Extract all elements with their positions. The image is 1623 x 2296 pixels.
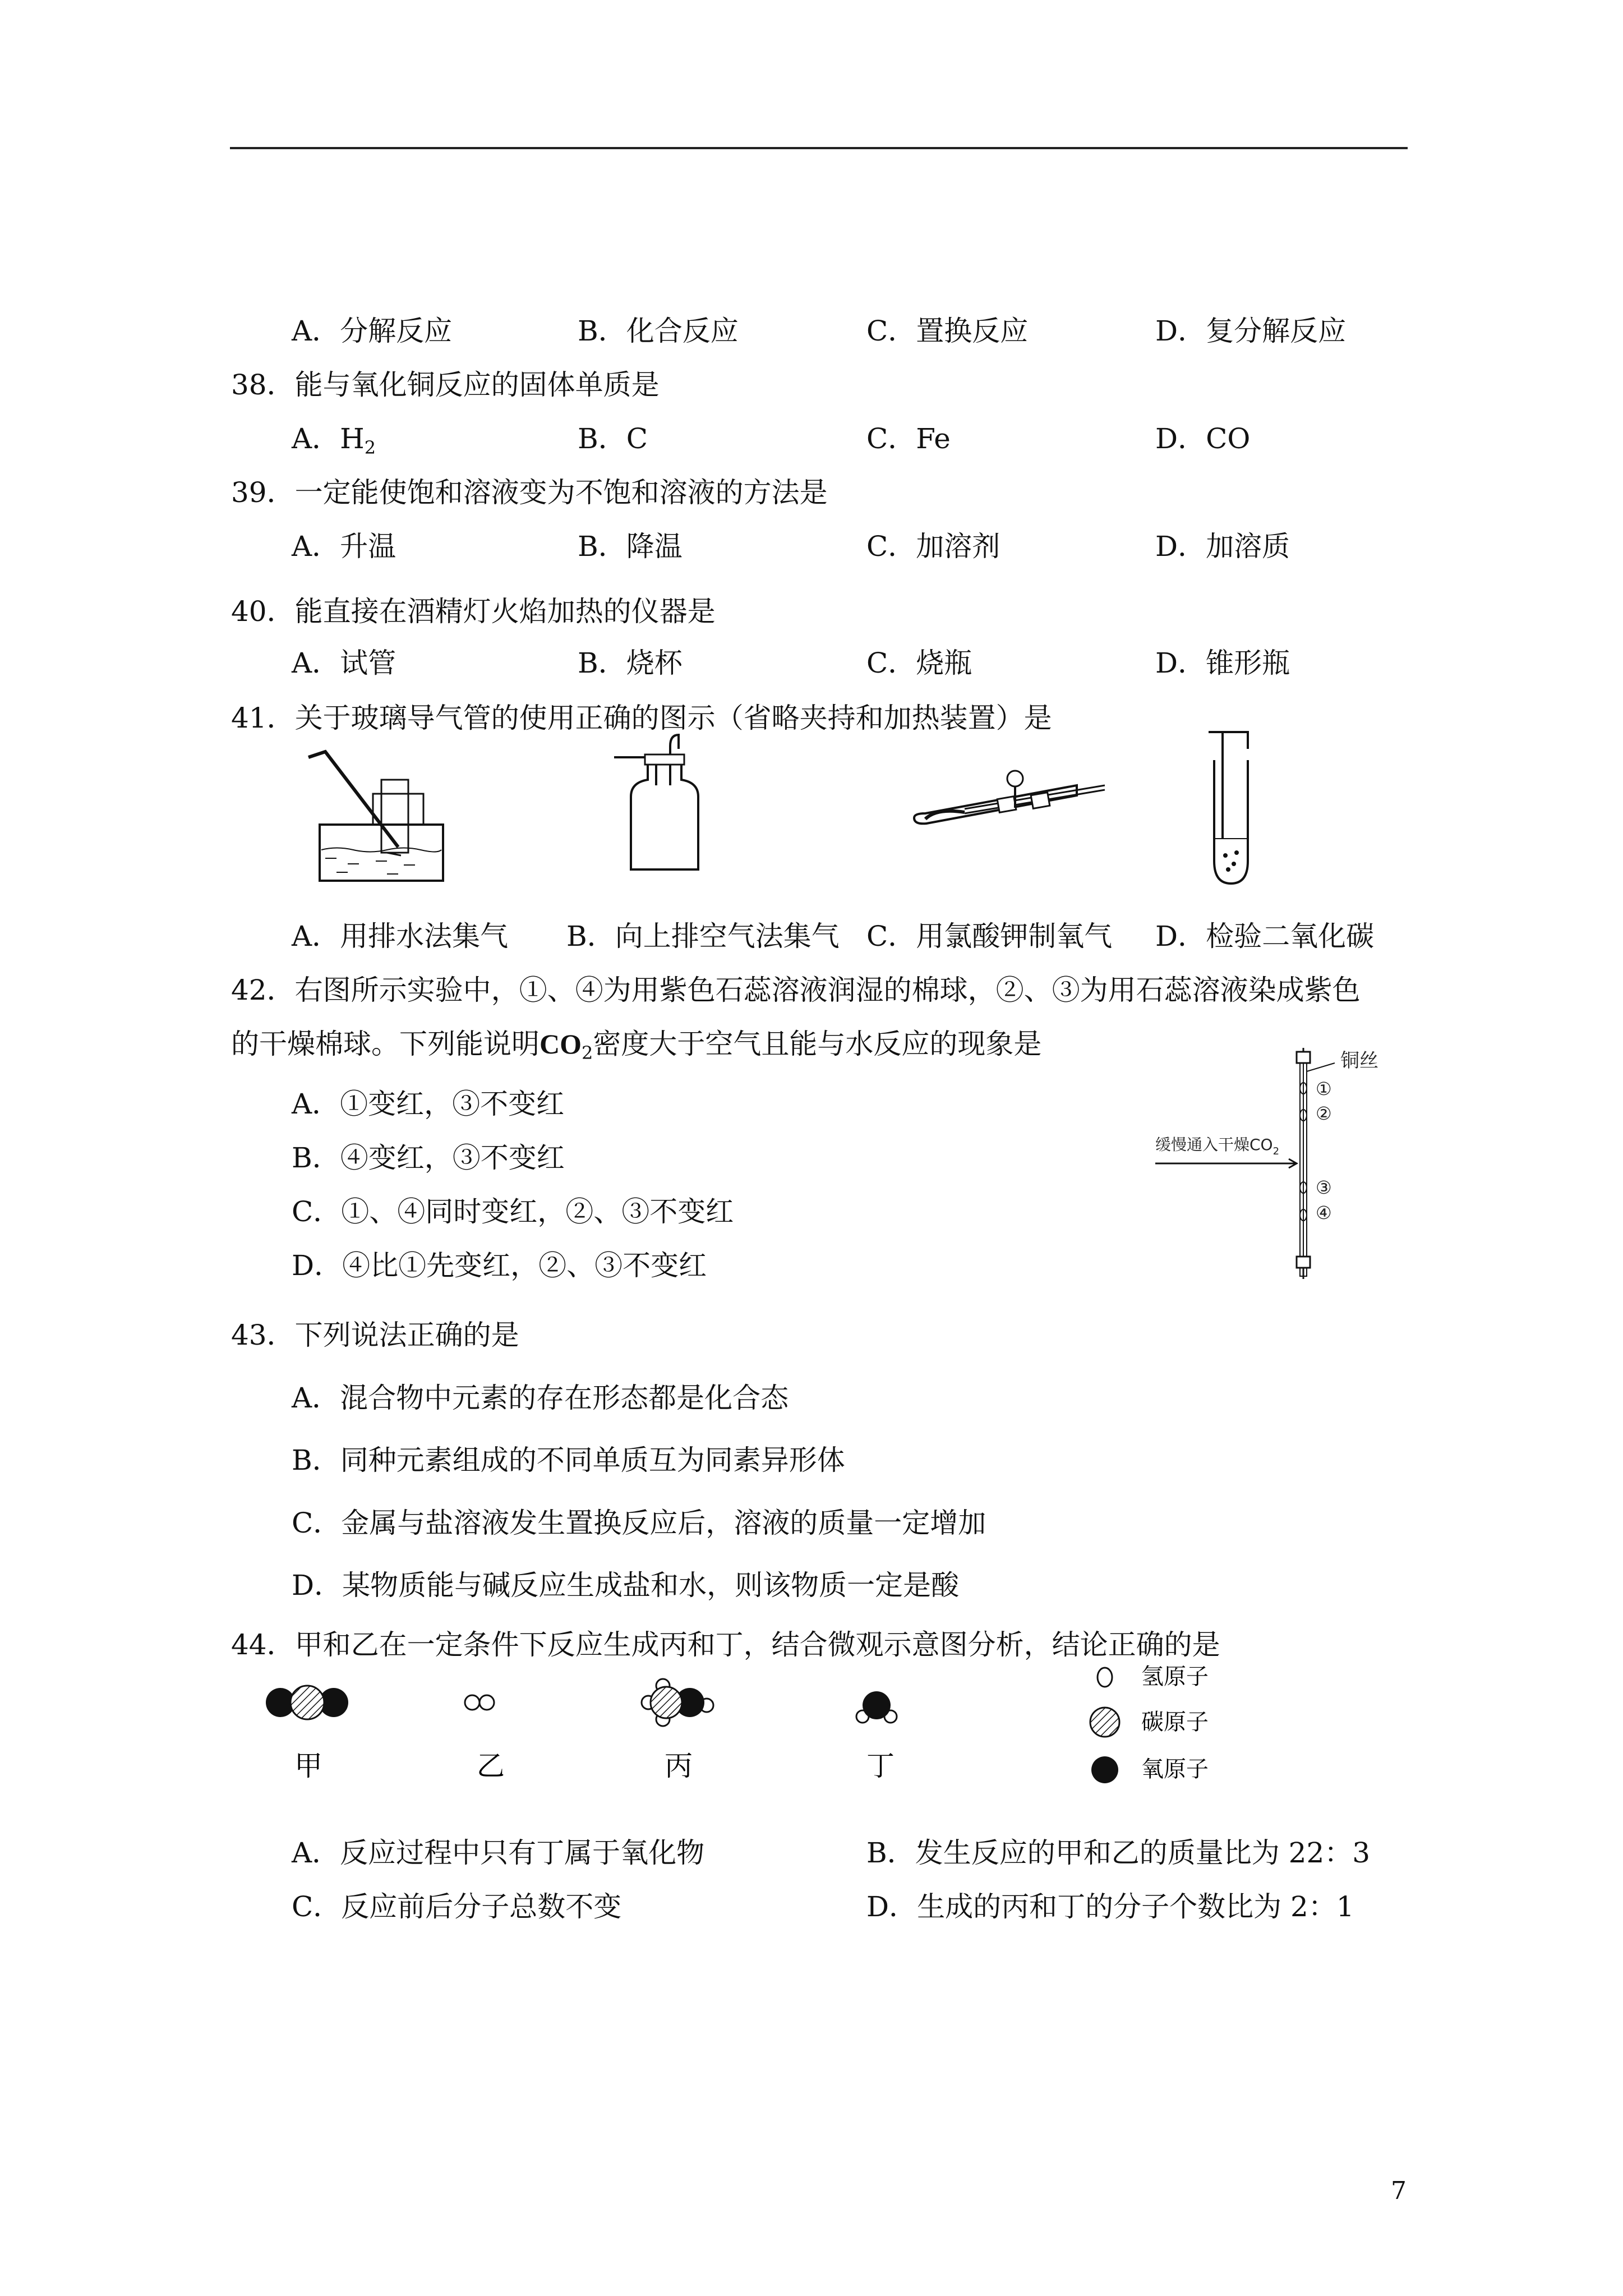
q40-option-b: B．烧杯 [578,647,683,679]
legend-carbon: 碳原子 [1141,1709,1209,1735]
q40-stem: 40．能直接在酒精灯火焰加热的仪器是 [231,595,716,628]
label-yi: 乙 [477,1750,505,1782]
q42-option-a: A．①变红，③不变红 [292,1088,565,1120]
q44-stem: 44．甲和乙在一定条件下反应生成丙和丁，结合微观示意图分析，结论正确的是 [231,1628,1220,1661]
q41-figure-b [614,729,715,875]
marker-2: ② [1316,1103,1332,1124]
q39-option-b: B．降温 [578,530,683,563]
q39-option-c: C．加溶剂 [866,530,1000,563]
q41-stem: 41．关于玻璃导气管的使用正确的图示（省略夹持和加热装置）是 [231,702,1052,734]
q37-option-c: C．置换反应 [866,315,1029,347]
molecule-yi [465,1695,494,1710]
q44-option-c: C．反应前后分子总数不变 [292,1890,622,1923]
q40-option-d: D．锥形瓶 [1155,647,1290,679]
molecule-jia [266,1686,348,1719]
q41-option-c: C．用氯酸钾制氧气 [866,920,1113,953]
legend-oxygen: 氧原子 [1141,1756,1209,1782]
q43-option-c: C．金属与盐溶液发生置换反应后，溶液的质量一定增加 [292,1507,986,1539]
q43-stem: 43．下列说法正确的是 [231,1319,519,1351]
q42-stem-line2: 的干燥棉球。下列能说明$CO_2$密度大于空气且能与水反应的现象是 [231,1028,1042,1064]
label-ding: 丁 [866,1750,895,1782]
q43-option-a: A．混合物中元素的存在形态都是化合态 [292,1382,789,1414]
q44-option-d: D．生成的丙和丁的分子个数比为 2：1 [866,1890,1354,1923]
q39-option-a: A．升温 [292,530,396,563]
q42-option-b: B．④变红，③不变红 [292,1142,565,1174]
molecule-bing [642,1679,713,1726]
q38-option-b: B．C [578,422,648,455]
q39-stem: 39．一定能使饱和溶液变为不饱和溶液的方法是 [231,476,828,509]
q41-figure-c [892,763,1110,841]
q38-option-c: C．Fe [866,422,951,455]
header-rule [230,147,1408,149]
page-number: 7 [1391,2177,1407,2205]
label-jia: 甲 [294,1750,322,1782]
q37-option-a: A．分解反应 [292,315,453,347]
q44-option-a: A．反应过程中只有丁属于氧化物 [292,1837,705,1869]
marker-4: ④ [1316,1202,1332,1223]
molecule-ding [856,1691,897,1723]
q40-option-c: C．烧瓶 [866,647,972,679]
legend-hydrogen: 氢原子 [1141,1664,1209,1690]
q42-option-d: D．④比①先变红，②、③不变红 [292,1249,707,1282]
q38-stem: 38．能与氧化铜反应的固体单质是 [231,369,660,401]
q44-option-b: B．发生反应的甲和乙的质量比为 22：3 [866,1837,1371,1869]
q40-option-a: A．试管 [292,647,396,679]
q38-option-d: D．CO [1155,422,1251,455]
wire-label: 铜丝 [1340,1050,1378,1072]
q41-figure-a [303,746,454,886]
q37-option-b: B．化合反应 [578,315,739,347]
q41-figure-d [1203,726,1270,895]
q38-option-a: A．$H_2$ [292,422,376,458]
atom-legend [1090,1664,1209,1783]
marker-3: ③ [1316,1177,1332,1198]
q41-option-d: D．检验二氧化碳 [1155,920,1375,953]
q42-option-c: C．①、④同时变红，②、③不变红 [292,1195,734,1228]
q39-option-d: D．加溶质 [1155,530,1290,563]
q42-stem-line1: 42．右图所示实验中，①、④为用紫色石蕊溶液润湿的棉球，②、③为用石蕊溶液染成紫色 [231,974,1361,1006]
label-bing: 丙 [665,1750,693,1782]
marker-1: ① [1316,1078,1332,1099]
q43-option-d: D．某物质能与碱反应生成盐和水，则该物质一定是酸 [292,1569,960,1602]
q43-option-b: B．同种元素组成的不同单质互为同素异形体 [292,1444,845,1476]
q42-apparatus-figure [1155,1049,1391,1285]
q44-molecule-diagram [258,1666,1239,1795]
q41-option-a: A．用排水法集气 [292,920,509,953]
q37-option-d: D．复分解反应 [1155,315,1347,347]
q41-option-b: B．向上排空气法集气 [566,920,840,953]
gas-label: 缓慢通入干燥$CO_2$ [1155,1135,1280,1157]
